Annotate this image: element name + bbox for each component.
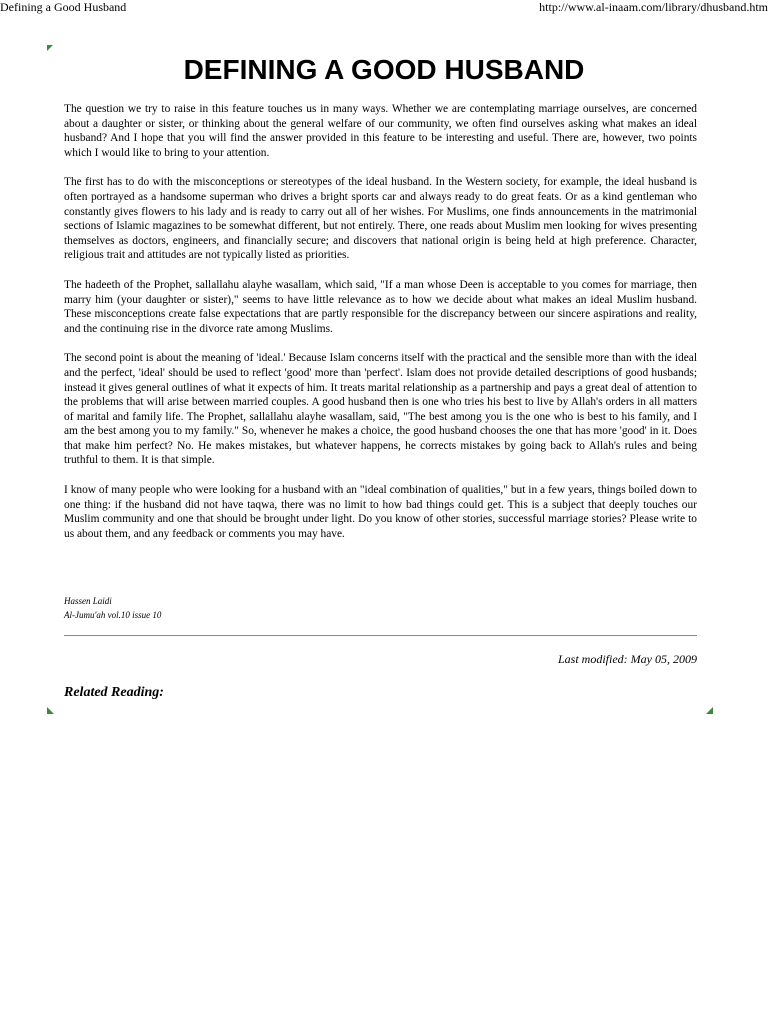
byline <box>64 594 161 622</box>
divider <box>64 635 697 636</box>
page-title: DEFINING A GOOD HUSBAND <box>183 54 585 85</box>
print-header-title: Defining a Good Husband <box>0 0 127 14</box>
print-header-url: http://www.al-inaam.com/library/dhusband.htm <box>539 0 768 14</box>
corner-mark-top-left <box>47 45 53 51</box>
paragraph-4: The second point is about the meaning of 'ideal.' Because Islam concerns itself with the practical and the sensible more than with the ideal and the perfect, 'ideal' should be used to reflect 'good' more than 'perfect'. Islam does not provide detailed descriptions of good husbands; instead it gives general outlines of what it expects of him. It treats marital relationship as a partnership and pays a great deal of attention to the problems that will arise between married couples. A good husband then is one who tries his best to live by Allah's orders in all matters of marital and family life. The Prophet, sallallahu alayhe wasallam, said, "The best among you is the one who is best to his family, and I am the best among you to my family." So, whenever he makes a choice, the good husband chooses the one that has more 'good' in it. Does that make him perfect? No. He makes mistakes, but whatever happens, he corrects mistakes by going back to Allah's rules and being truthful to them. It is that simple. <box>64 352 697 467</box>
author-name: Hassen Laidi <box>64 596 112 606</box>
source-citation: Al-Jumu'ah vol.10 issue 10 <box>64 610 162 620</box>
article-body <box>64 102 697 556</box>
related-reading-heading: Related Reading: <box>64 685 164 700</box>
paragraph-3: The hadeeth of the Prophet, sallallahu alayhe wasallam, which said, "If a man whose Deen is acceptable to you comes for marriage, then marry him (your daughter or sister)," seems to have little relevance as to how we decide about what makes an ideal Muslim husband. These misconceptions create false expectations that are partly responsible for the discrepancy between our sincere aspirations and reality, and the continuing rise in the divorce rate among Muslims. <box>64 278 697 335</box>
paragraph-2: The first has to do with the misconceptions or stereotypes of the ideal husband. In the Western society, for example, the ideal husband is often portrayed as a handsome superman who drives a bright sports car and always ready to do great feats. Or as a kind gentleman who constantly gives flowers to his lady and is ready to carry out all of her wishes. For Muslims, one finds announcements in the matrimonial sections of Islamic magazines to be somewhat different, but not entirely. There, one reads about Muslim men looking for wives presenting themselves as doctors, engineers, and financially secure; and discovers that national origin is being held at high preference. Character, religious trait and attitudes are not typically listed as priorities. <box>64 176 697 262</box>
corner-mark-bottom-left <box>47 707 54 714</box>
paragraph-5: I know of many people who were looking for a husband with an "ideal combination of qualities," but in a few years, things boiled down to one thing: if the husband did not have taqwa, there was no limit to how bad things could get. This is a subject that deeply touches our Muslim community and one that should be brought under light. Do you know of other stories, successful marriage stories? Please write to us about them, and any feedback or comments you may have. <box>64 484 697 540</box>
corner-mark-bottom-right <box>706 707 713 714</box>
last-modified: Last modified: May 05, 2009 <box>558 652 697 666</box>
paragraph-1: The question we try to raise in this feature touches us in many ways. Whether we are contemplating marriage ourselves, are concerned about a daughter or sister, or thinking about the general welfare of our community, we often find ourselves asking what makes an ideal husband? And I hope that you will find the answer provided in this feature to be interesting and useful. There are, however, two points which I would like to bring to your attention. <box>64 103 697 159</box>
